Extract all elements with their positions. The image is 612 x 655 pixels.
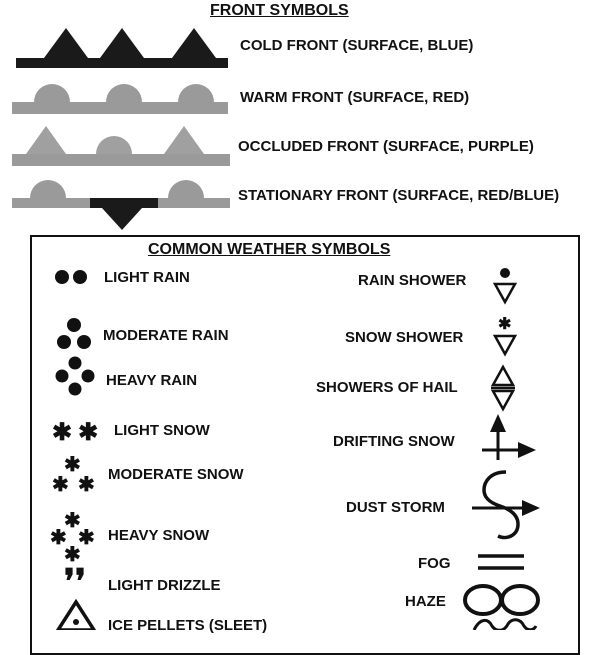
occluded-front-icon bbox=[10, 124, 232, 170]
drifting-snow-label: DRIFTING SNOW bbox=[333, 433, 455, 450]
rain-shower-label: RAIN SHOWER bbox=[358, 272, 467, 289]
stationary-front-label: STATIONARY FRONT (SURFACE, RED/BLUE) bbox=[238, 187, 560, 204]
hail-shower-icon bbox=[488, 364, 518, 412]
light-rain-label: LIGHT RAIN bbox=[104, 269, 190, 286]
light-snow-label: LIGHT SNOW bbox=[114, 422, 210, 439]
heavy-snow-icon: ✱ ✱ ✱ ✱ bbox=[50, 510, 95, 566]
heavy-rain-label: HEAVY RAIN bbox=[106, 372, 198, 389]
partial-squiggle-icon bbox=[470, 618, 540, 630]
light-rain-icon bbox=[54, 268, 94, 286]
occluded-front-label: OCCLUDED FRONT (SURFACE, PURPLE) bbox=[238, 138, 534, 155]
dust-storm-icon bbox=[470, 466, 542, 544]
fog-label: FOG bbox=[418, 555, 451, 572]
moderate-rain-label: MODERATE RAIN bbox=[103, 327, 229, 344]
moderate-snow-label: MODERATE SNOW bbox=[108, 466, 244, 483]
weather-symbols-title: COMMON WEATHER SYMBOLS bbox=[148, 241, 391, 258]
warm-front-icon bbox=[10, 78, 230, 116]
heavy-snow-label: HEAVY SNOW bbox=[108, 527, 210, 544]
cold-front-icon bbox=[14, 26, 230, 72]
ice-pellets-label: ICE PELLETS (SLEET) bbox=[108, 617, 268, 634]
stationary-front-icon bbox=[10, 176, 232, 232]
rain-shower-icon bbox=[490, 266, 520, 306]
haze-label: HAZE bbox=[405, 593, 446, 610]
hail-shower-label: SHOWERS OF HAIL bbox=[316, 379, 458, 396]
fog-icon bbox=[476, 551, 526, 573]
light-snow-icon: ✱✱ bbox=[52, 419, 105, 446]
haze-icon bbox=[462, 582, 542, 618]
dust-storm-label: DUST STORM bbox=[346, 499, 445, 516]
moderate-rain-icon bbox=[56, 317, 96, 353]
front-symbols-title: FRONT SYMBOLS bbox=[210, 2, 349, 19]
light-drizzle-label: LIGHT DRIZZLE bbox=[108, 577, 221, 594]
light-drizzle-icon: ❜❜ bbox=[64, 564, 86, 601]
warm-front-label: WARM FRONT (SURFACE, RED) bbox=[240, 89, 470, 106]
snow-shower-label: SNOW SHOWER bbox=[345, 329, 464, 346]
snow-shower-icon: ✱ bbox=[490, 316, 520, 360]
cold-front-label: COLD FRONT (SURFACE, BLUE) bbox=[240, 37, 474, 54]
ice-pellets-icon bbox=[54, 598, 98, 630]
moderate-snow-icon: ✱ ✱ ✱ bbox=[52, 454, 95, 496]
heavy-rain-icon bbox=[54, 356, 96, 396]
drifting-snow-icon bbox=[478, 412, 538, 464]
